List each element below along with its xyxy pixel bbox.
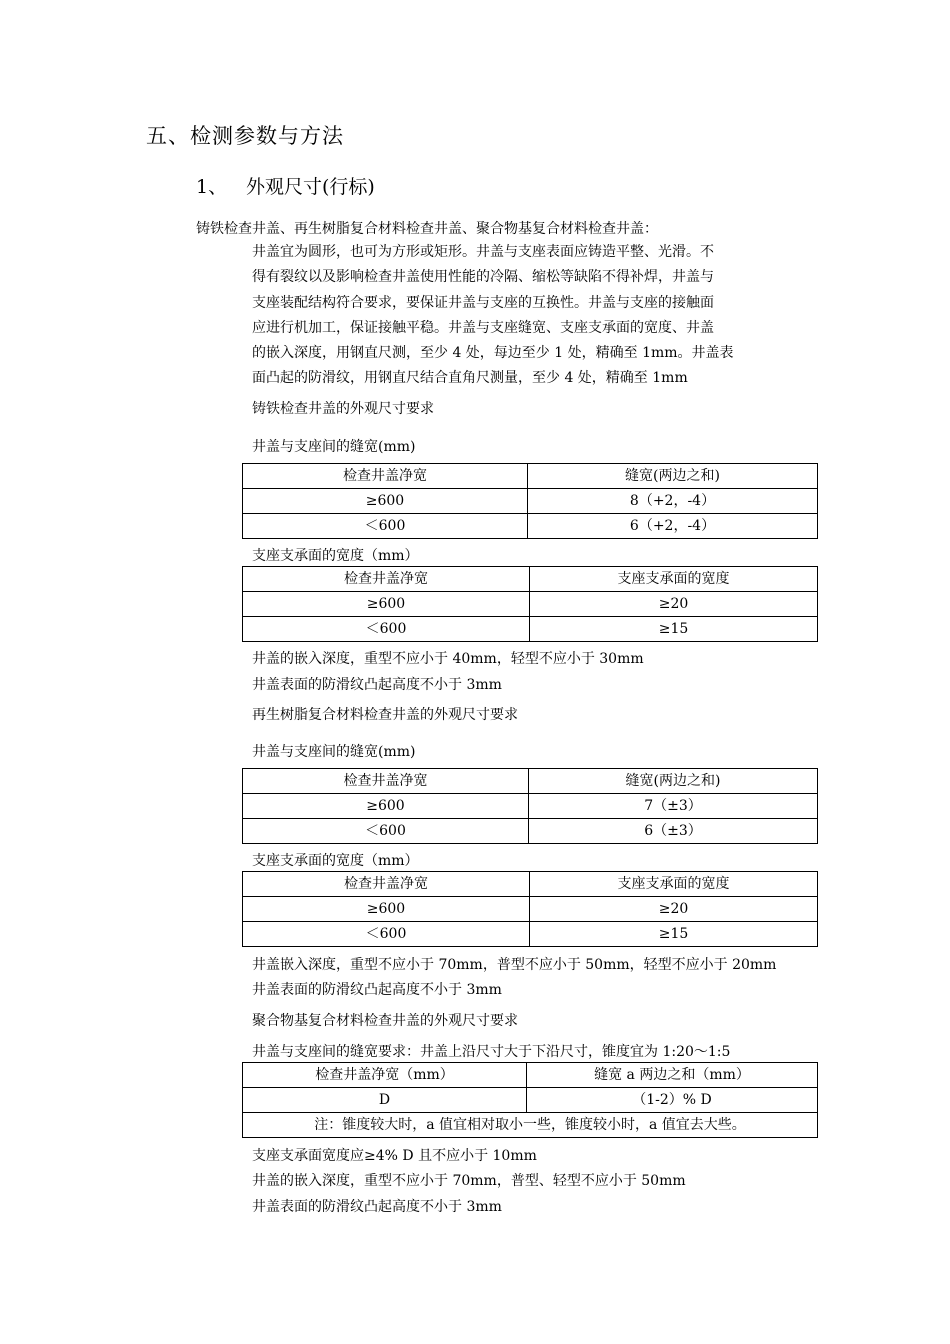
- paragraph-line: 的嵌入深度，用钢直尺测，至少 4 处，每边至少 1 处，精确至 1mm。井盖表: [252, 345, 734, 362]
- table-row: [243, 1088, 818, 1113]
- cast-gap-table: [242, 463, 818, 539]
- paragraph-line: 井盖宜为圆形，也可为方形或矩形。井盖与支座表面应铸造平整、光滑。不: [252, 244, 714, 260]
- table-header-cell: 支座支承面的宽度: [530, 872, 818, 897]
- intro-text: 铸铁检查井盖、再生树脂复合材料检查井盖、聚合物基复合材料检查井盖：: [196, 221, 658, 237]
- table-cell: D: [243, 1088, 527, 1113]
- table-cell: ＜600: [243, 514, 528, 539]
- polymer-gap-label: 井盖与支座间的缝宽要求：井盖上沿尺寸大于下沿尺寸，锥度宜为 1:20～1:5: [252, 1044, 731, 1060]
- cast-support-label: 支座支承面的宽度（mm）: [252, 548, 419, 564]
- method-paragraph: [252, 240, 812, 392]
- table-cell: ≥15: [530, 922, 818, 947]
- section-heading: 五、检测参数与方法: [146, 124, 344, 148]
- subsection-heading: [196, 172, 375, 199]
- polymer-note-depth: 井盖的嵌入深度，重型不应小于 70mm，普型、轻型不应小于 50mm: [252, 1173, 686, 1189]
- cast-title: 铸铁检查井盖的外观尺寸要求: [252, 401, 434, 417]
- table-row: [243, 592, 818, 617]
- table-row: [243, 617, 818, 642]
- cast-gap-label: 井盖与支座间的缝宽(mm): [252, 439, 416, 455]
- table-header-cell: 检查井盖净宽: [243, 872, 530, 897]
- table-header-row: [243, 1063, 818, 1088]
- cast-support-table: [242, 566, 818, 642]
- table-cell: 6（+2，-4）: [528, 514, 818, 539]
- paragraph-line: 支座装配结构符合要求，要保证井盖与支座的互换性。井盖与支座的接触面: [252, 294, 714, 311]
- resin-note-antislip: 井盖表面的防滑纹凸起高度不小于 3mm: [252, 982, 502, 998]
- table-cell: 6（±3）: [529, 819, 818, 844]
- table-note: 注：锥度较大时，a 值宜相对取小一些，锥度较小时，a 值宜去大些。: [243, 1113, 818, 1138]
- subsection-title: 外观尺寸(行标): [246, 176, 375, 198]
- table-cell: ≥600: [243, 592, 530, 617]
- resin-note-depth: 井盖嵌入深度，重型不应小于 70mm，普型不应小于 50mm，轻型不应小于 20mm: [252, 957, 777, 973]
- polymer-table: [242, 1062, 818, 1138]
- cast-note-antislip: 井盖表面的防滑纹凸起高度不小于 3mm: [252, 677, 502, 693]
- table-cell: ≥600: [243, 489, 528, 514]
- table-header-row: [243, 872, 818, 897]
- polymer-title: 聚合物基复合材料检查井盖的外观尺寸要求: [252, 1013, 518, 1029]
- table-cell: ≥600: [243, 897, 530, 922]
- table-cell: （1-2）% D: [527, 1088, 818, 1113]
- resin-gap-table: [242, 768, 818, 844]
- table-row: [243, 819, 818, 844]
- table-header-cell: 检查井盖净宽: [243, 769, 529, 794]
- table-header-cell: 检查井盖净宽: [243, 464, 528, 489]
- table-cell: ≥20: [530, 592, 818, 617]
- paragraph-line: 应进行机加工，保证接触平稳。井盖与支座缝宽、支座支承面的宽度、井盖: [252, 319, 714, 336]
- paragraph-line: 面凸起的防滑纹，用钢直尺结合直角尺测量，至少 4 处，精确至 1mm: [252, 370, 688, 387]
- table-header-cell: 支座支承面的宽度: [530, 567, 818, 592]
- resin-gap-label: 井盖与支座间的缝宽(mm): [252, 744, 416, 760]
- table-row: [243, 489, 818, 514]
- resin-title: 再生树脂复合材料检查井盖的外观尺寸要求: [252, 707, 518, 723]
- table-header-row: [243, 769, 818, 794]
- resin-support-label: 支座支承面的宽度（mm）: [252, 853, 419, 869]
- table-cell: ＜600: [243, 922, 530, 947]
- table-cell: ＜600: [243, 617, 530, 642]
- table-header-row: [243, 464, 818, 489]
- subsection-number: 1、: [196, 176, 228, 198]
- table-cell: 8（+2，-4）: [528, 489, 818, 514]
- table-header-cell: 缝宽(两边之和): [528, 464, 818, 489]
- cast-note-depth: 井盖的嵌入深度，重型不应小于 40mm，轻型不应小于 30mm: [252, 651, 644, 667]
- table-header-cell: 缝宽 a 两边之和（mm）: [527, 1063, 818, 1088]
- table-header-row: [243, 567, 818, 592]
- resin-support-table: [242, 871, 818, 947]
- table-header-cell: 检查井盖净宽（mm）: [243, 1063, 527, 1088]
- table-row: [243, 794, 818, 819]
- table-cell: ≥20: [530, 897, 818, 922]
- table-header-cell: 检查井盖净宽: [243, 567, 530, 592]
- polymer-note-antislip: 井盖表面的防滑纹凸起高度不小于 3mm: [252, 1199, 502, 1215]
- table-row: [243, 922, 818, 947]
- paragraph-line: 得有裂纹以及影响检查井盖使用性能的冷隔、缩松等缺陷不得补焊，井盖与: [252, 269, 714, 286]
- table-row: [243, 897, 818, 922]
- table-row: [243, 514, 818, 539]
- polymer-note-support: 支座支承面宽度应≥4% D 且不应小于 10mm: [252, 1148, 537, 1164]
- table-cell: ≥15: [530, 617, 818, 642]
- table-cell: ≥600: [243, 794, 529, 819]
- table-note-row: [243, 1113, 818, 1138]
- table-cell: ＜600: [243, 819, 529, 844]
- table-header-cell: 缝宽(两边之和): [529, 769, 818, 794]
- table-cell: 7（±3）: [529, 794, 818, 819]
